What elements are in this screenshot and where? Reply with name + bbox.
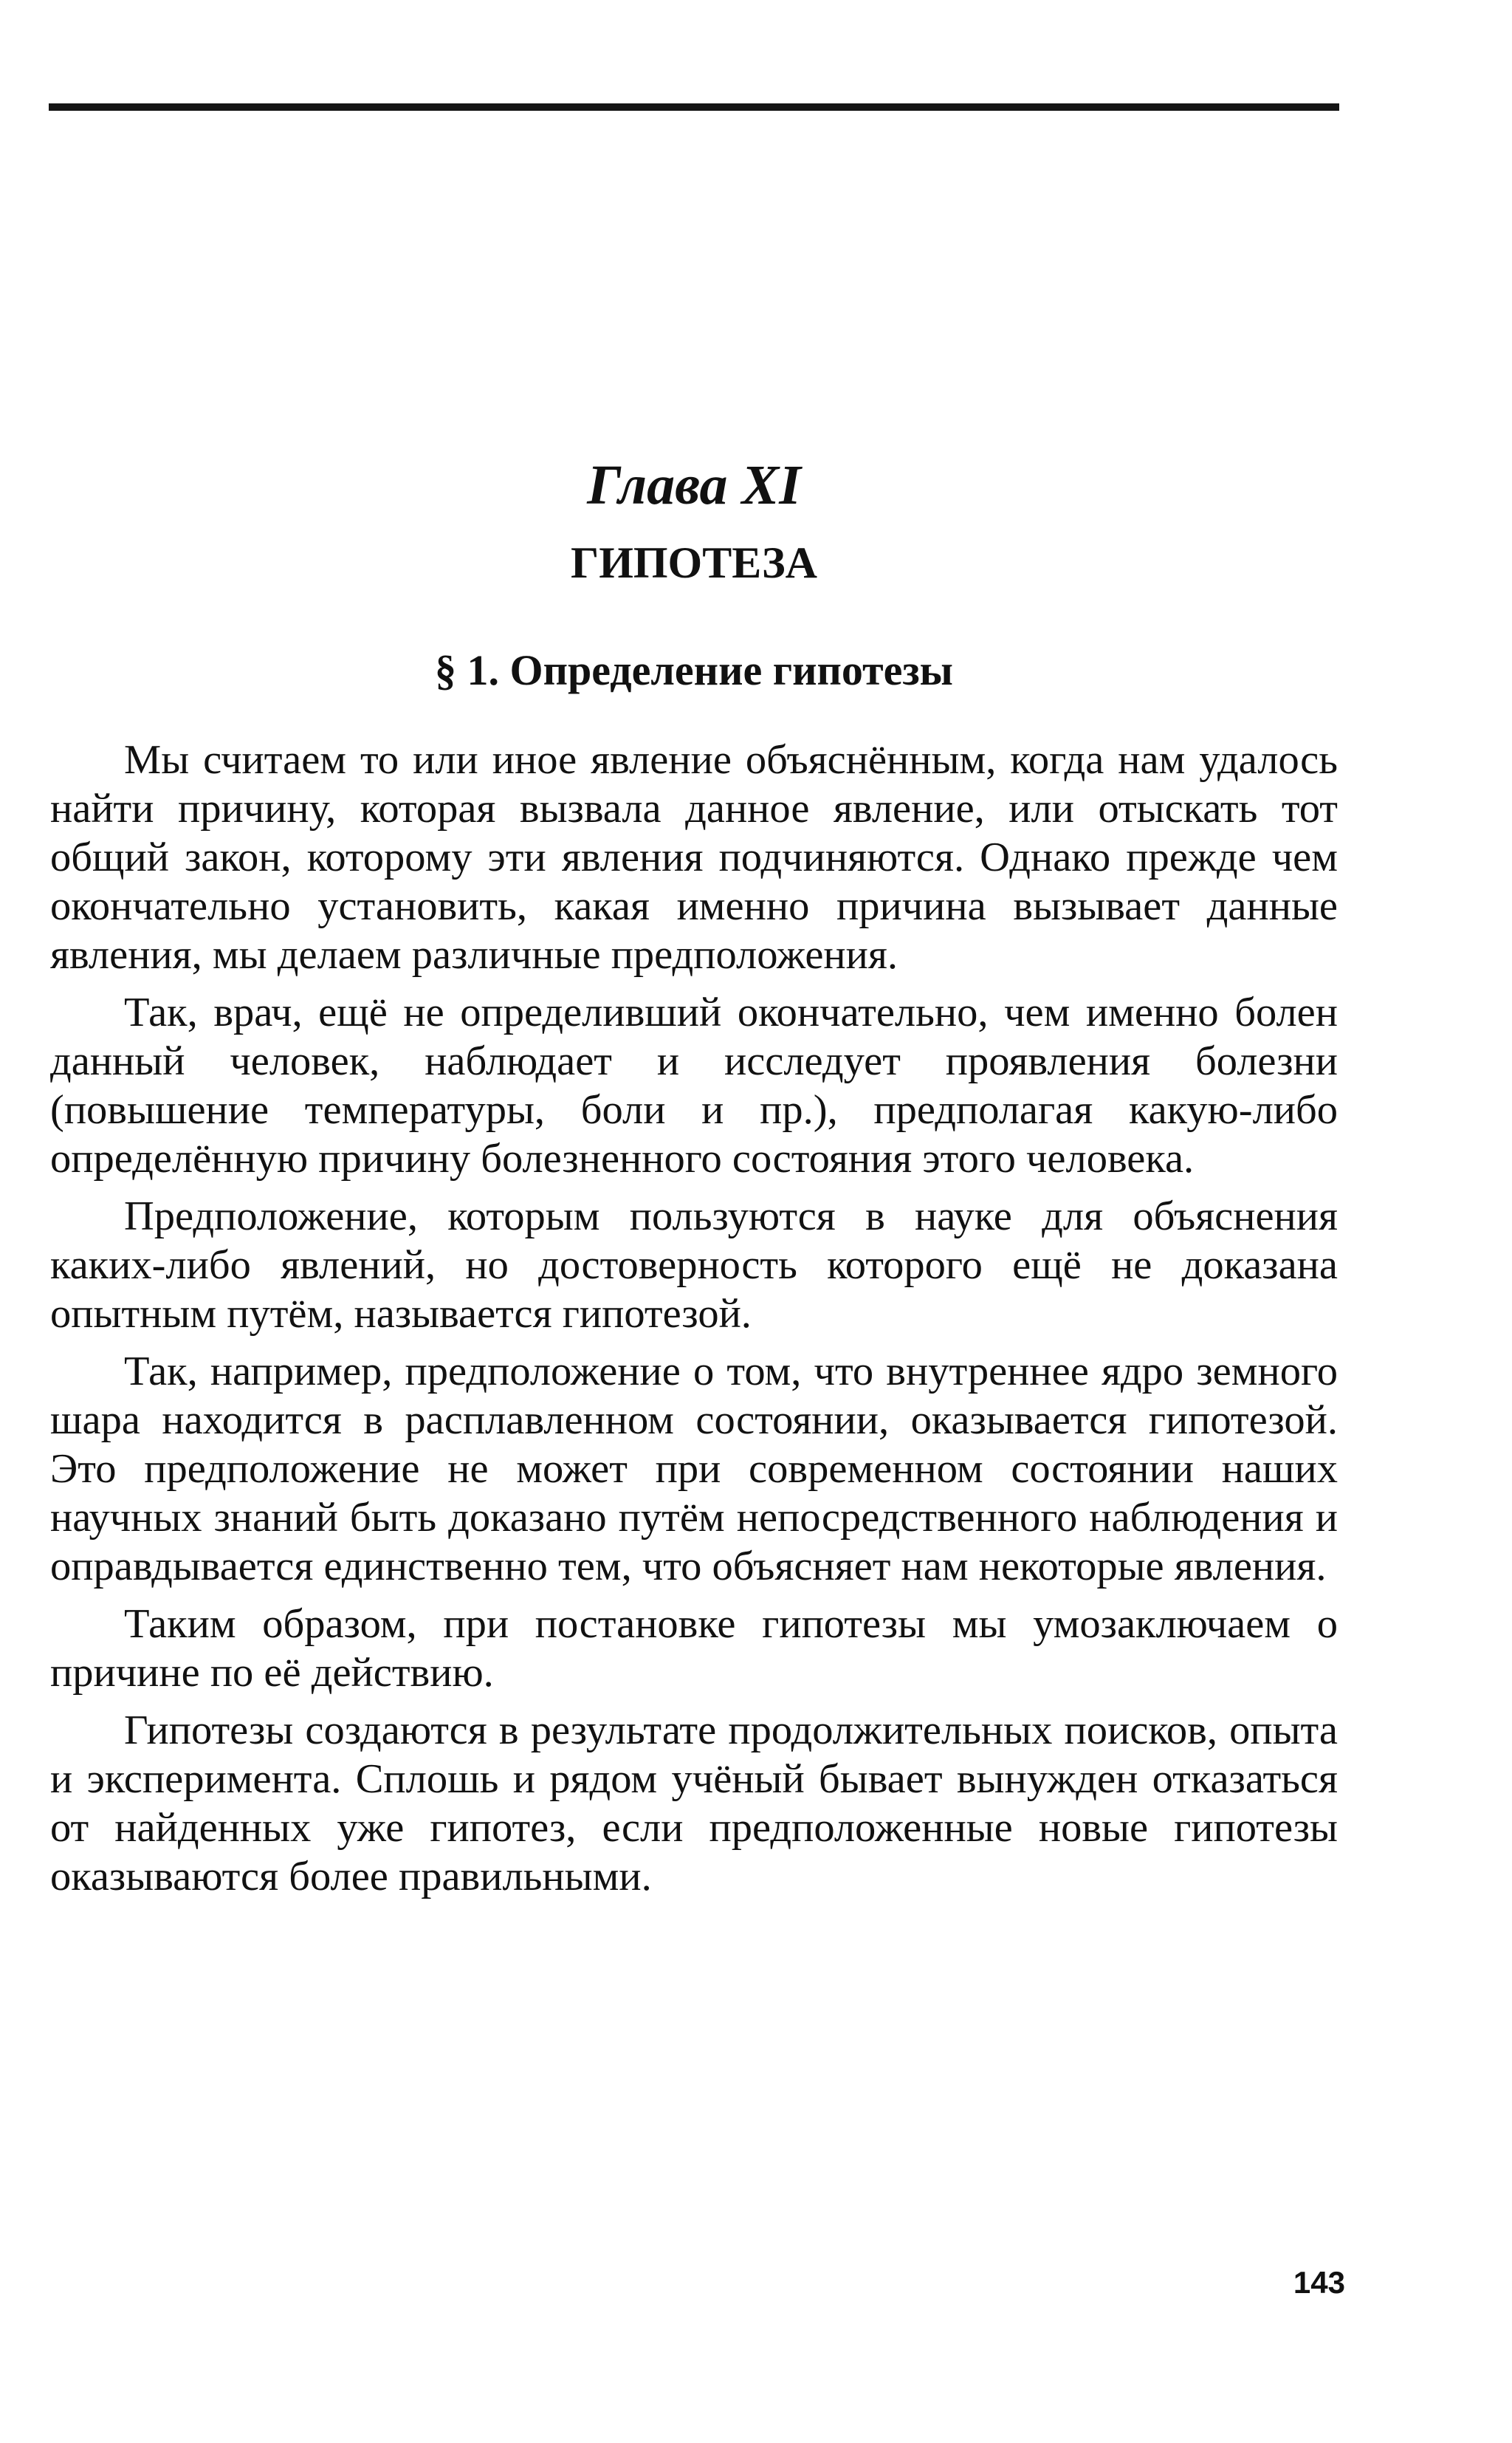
paragraph: Так, врач, ещё не определивший окончательно, чем именно болен данный человек, наблюдает и исследует проявления болезни (повышение температуры, боли и пр.), предполагая какую-либо определённую причину болезненного состояния этого человека. bbox=[50, 990, 1338, 1182]
paragraph: Мы считаем то или иное явление объяснённым, когда нам удалось найти причину, которая вызвала данное явление, или отыскать тот общий закон, которому эти явления подчиняются. Однако прежде чем окончательно установить, какая именно причина вызывает данные явления, мы делаем различные предположения. bbox=[50, 737, 1338, 978]
section-heading: § 1. Определение гипотезы bbox=[435, 646, 953, 694]
chapter-label: Глава XI bbox=[587, 454, 801, 516]
top-rule bbox=[49, 103, 1339, 111]
chapter-title: ГИПОТЕЗА bbox=[571, 538, 817, 587]
paragraph: Гипотезы создаются в результате продолжительных поисков, опыта и эксперимента. Сплошь и рядом учёный бывает вынужден отказаться от найденных уже гипотез, если предположенные новые гипотезы оказываются более правильными. bbox=[50, 1707, 1338, 1899]
body-text bbox=[50, 736, 1338, 1910]
paragraph: Так, например, предположение о том, что внутреннее ядро земного шара находится в расплавленном состоянии, оказывается гипотезой. Это предположение не может при современном состоянии наших научных знаний быть доказано путём непосредственного наблюдения и оправдывается единственно тем, что объясняет нам некоторые явления. bbox=[50, 1349, 1338, 1589]
page-number: 143 bbox=[1293, 2265, 1345, 2300]
paragraph: Предположение, которым пользуются в науке для объяснения каких-либо явлений, но достоверность которого ещё не доказана опытным путём, называется гипотезой. bbox=[50, 1193, 1338, 1337]
paragraph: Таким образом, при постановке гипотезы мы умозаключаем о причине по её действию. bbox=[50, 1601, 1338, 1696]
